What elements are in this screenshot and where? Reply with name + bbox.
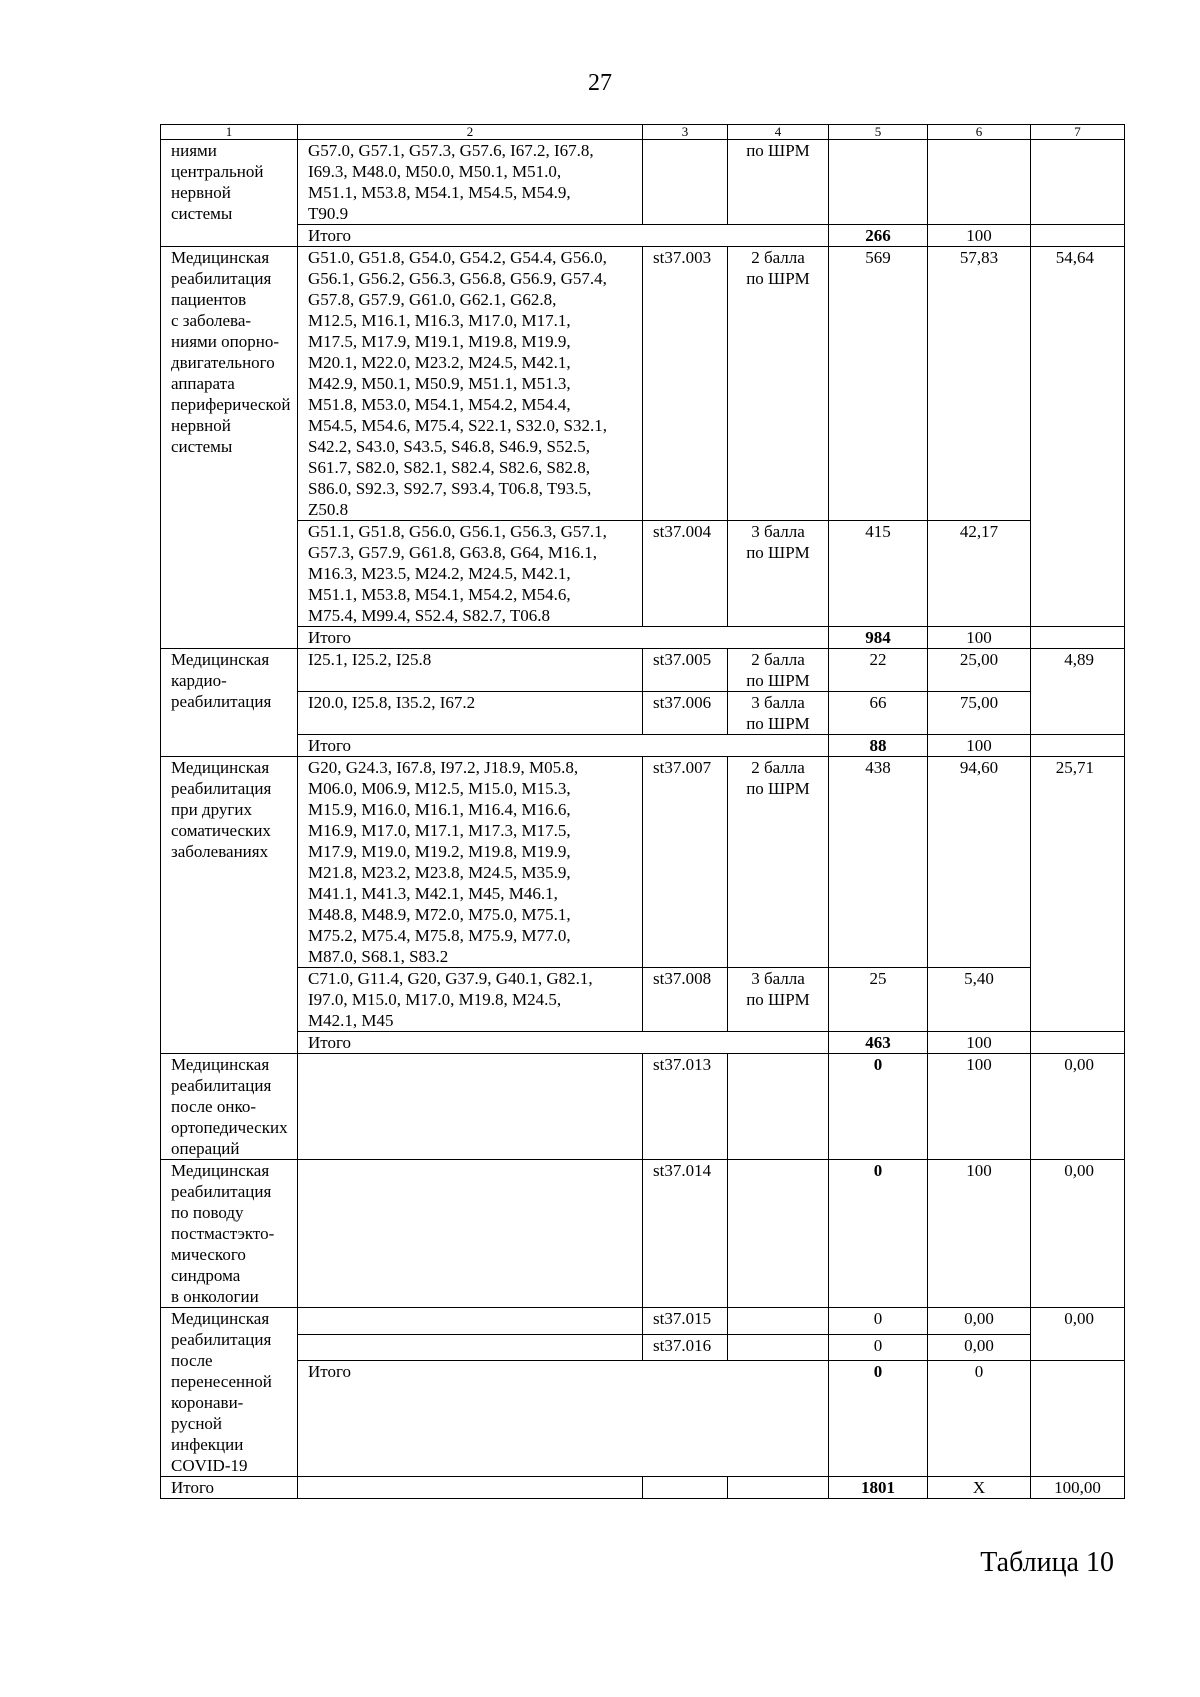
count-cell: 0 <box>829 1054 928 1160</box>
ksg-code-cell: st37.014 <box>643 1160 728 1308</box>
share-cell <box>1031 225 1125 247</box>
count-cell: 22 <box>829 649 928 692</box>
subtotal-row <box>161 225 1125 247</box>
count-cell: 438 <box>829 757 928 968</box>
share-cell: 0,00 <box>1031 1308 1125 1361</box>
ksg-code-cell <box>643 1477 728 1499</box>
diagnosis-codes-cell: I20.0, I25.8, I35.2, I67.2 <box>298 692 643 735</box>
header-cell: 3 <box>643 125 728 140</box>
percent-cell: 100 <box>928 627 1031 649</box>
header-cell: 4 <box>728 125 829 140</box>
share-cell: 0,00 <box>1031 1160 1125 1308</box>
subtotal-label: Итого <box>298 1361 829 1477</box>
share-cell <box>1031 627 1125 649</box>
total-share-cell: 100,00 <box>1031 1477 1125 1499</box>
ksg-code-cell: st37.004 <box>643 521 728 627</box>
count-cell: 463 <box>829 1032 928 1054</box>
percent-cell: 100 <box>928 735 1031 757</box>
total-row <box>161 1477 1125 1499</box>
profile-cell: Медицинская кардио- реабилитация <box>161 649 298 757</box>
ksg-code-cell <box>643 140 728 225</box>
percent-cell <box>928 140 1031 225</box>
percent-cell: 100 <box>928 1032 1031 1054</box>
diagnosis-codes-cell: G20, G24.3, I67.8, I97.2, J18.9, M05.8, M06.0, M06.9, M12.5, M15.0, M15.3, M15.9, M16.0, M16.1, M16.4, M16.6, M16.9, M17.0, M17.1, M17.3, M17.5, M17.9, M19.0, M19.2, M19.8, M19.9, M21.8, M23.2, M23.8, M24.5, M35.9, M41.1, M41.3, M42.1, M45, M46.1, M48.8, M48.9, M72.0, M75.0, M75.1, M75.2, M75.4, M75.8, M75.9, M77.0, M87.0, S68.1, S83.2 <box>298 757 643 968</box>
table-header-row <box>161 125 1125 140</box>
ksg-code-cell: st37.007 <box>643 757 728 968</box>
percent-cell: 57,83 <box>928 247 1031 521</box>
profile-cell: Медицинская реабилитация пациентов с заболева- ниями опорно- двигательного аппарата периферической нервной системы <box>161 247 298 649</box>
diagnosis-codes-cell: C71.0, G11.4, G20, G37.9, G40.1, G82.1, I97.0, M15.0, M17.0, M19.8, M24.5, M42.1, M45 <box>298 968 643 1032</box>
table-row <box>161 692 1125 735</box>
score-cell: 2 балла по ШРМ <box>728 649 829 692</box>
share-cell: 54,64 <box>1031 247 1125 627</box>
percent-cell: 100 <box>928 1160 1031 1308</box>
count-cell: 25 <box>829 968 928 1032</box>
diagnosis-codes-cell: I25.1, I25.2, I25.8 <box>298 649 643 692</box>
score-cell <box>728 1334 829 1361</box>
subtotal-label: Итого <box>298 225 829 247</box>
count-cell: 0 <box>829 1160 928 1308</box>
percent-cell: 100 <box>928 1054 1031 1160</box>
ksg-code-cell: st37.013 <box>643 1054 728 1160</box>
count-cell: 0 <box>829 1334 928 1361</box>
ksg-code-cell: st37.003 <box>643 247 728 521</box>
share-cell <box>1031 1032 1125 1054</box>
table-row <box>161 1054 1125 1160</box>
score-cell: 2 балла по ШРМ <box>728 757 829 968</box>
share-cell <box>1031 1361 1125 1477</box>
percent-cell: 5,40 <box>928 968 1031 1032</box>
score-cell: 3 балла по ШРМ <box>728 521 829 627</box>
subtotal-label: Итого <box>298 627 829 649</box>
total-count-cell: 1801 <box>829 1477 928 1499</box>
header-cell: 7 <box>1031 125 1125 140</box>
profile-cell: Медицинская реабилитация при других соматических заболеваниях <box>161 757 298 1054</box>
share-cell: 4,89 <box>1031 649 1125 735</box>
header-cell: 2 <box>298 125 643 140</box>
subtotal-row <box>161 1032 1125 1054</box>
percent-cell: 75,00 <box>928 692 1031 735</box>
table-row <box>161 1308 1125 1335</box>
table-row <box>161 247 1125 521</box>
profile-cell: Медицинская реабилитация после перенесенной коронави- русной инфекции COVID-19 <box>161 1308 298 1477</box>
table-row <box>161 649 1125 692</box>
subtotal-label: Итого <box>298 735 829 757</box>
diagnosis-codes-cell <box>298 1477 643 1499</box>
count-cell: 0 <box>829 1361 928 1477</box>
count-cell: 0 <box>829 1308 928 1335</box>
subtotal-row <box>161 1361 1125 1477</box>
percent-cell: 100 <box>928 225 1031 247</box>
percent-cell: Х <box>928 1477 1031 1499</box>
diagnosis-codes-cell: G51.1, G51.8, G56.0, G56.1, G56.3, G57.1, G57.3, G57.9, G61.8, G63.8, G64, M16.1, M16.3, M23.5, M24.2, M24.5, M42.1, M51.1, M53.8, M54.1, M54.2, M54.6, M75.4, M99.4, S52.4, S82.7, T06.8 <box>298 521 643 627</box>
percent-cell: 0,00 <box>928 1308 1031 1335</box>
percent-cell: 25,00 <box>928 649 1031 692</box>
table-caption: Таблица 10 <box>980 1547 1114 1578</box>
profile-cell: Медицинская реабилитация после онко- ортопедических операций <box>161 1054 298 1160</box>
ksg-code-cell: st37.006 <box>643 692 728 735</box>
percent-cell: 0 <box>928 1361 1031 1477</box>
table-row <box>161 1334 1125 1361</box>
table-row <box>161 521 1125 627</box>
score-cell: 2 балла по ШРМ <box>728 247 829 521</box>
diagnosis-codes-cell: G57.0, G57.1, G57.3, G57.6, I67.2, I67.8, I69.3, M48.0, M50.0, M50.1, M51.0, M51.1, M53.8, M54.1, M54.5, M54.9, T90.9 <box>298 140 643 225</box>
table-row <box>161 1160 1125 1308</box>
diagnosis-codes-cell <box>298 1054 643 1160</box>
table-row <box>161 140 1125 225</box>
score-cell: по ШРМ <box>728 140 829 225</box>
count-cell: 66 <box>829 692 928 735</box>
table-row <box>161 968 1125 1032</box>
score-cell: 3 балла по ШРМ <box>728 968 829 1032</box>
diagnosis-codes-cell <box>298 1160 643 1308</box>
ksg-code-cell: st37.008 <box>643 968 728 1032</box>
share-cell <box>1031 735 1125 757</box>
percent-cell: 94,60 <box>928 757 1031 968</box>
subtotal-row <box>161 735 1125 757</box>
profile-cell: ниями центральной нервной системы <box>161 140 298 247</box>
profile-cell: Медицинская реабилитация по поводу постмастэкто- мического синдрома в онкологии <box>161 1160 298 1308</box>
total-label: Итого <box>161 1477 298 1499</box>
header-cell: 1 <box>161 125 298 140</box>
header-cell: 5 <box>829 125 928 140</box>
data-table <box>160 124 1125 1499</box>
ksg-code-cell: st37.016 <box>643 1334 728 1361</box>
diagnosis-codes-cell <box>298 1308 643 1335</box>
page-number: 27 <box>588 70 612 96</box>
subtotal-row <box>161 627 1125 649</box>
score-cell: 3 балла по ШРМ <box>728 692 829 735</box>
count-cell <box>829 140 928 225</box>
table-row <box>161 757 1125 968</box>
percent-cell: 0,00 <box>928 1334 1031 1361</box>
diagnosis-codes-cell <box>298 1334 643 1361</box>
percent-cell: 42,17 <box>928 521 1031 627</box>
ksg-code-cell: st37.015 <box>643 1308 728 1335</box>
score-cell <box>728 1160 829 1308</box>
share-cell <box>1031 140 1125 225</box>
count-cell: 415 <box>829 521 928 627</box>
count-cell: 266 <box>829 225 928 247</box>
ksg-code-cell: st37.005 <box>643 649 728 692</box>
score-cell <box>728 1477 829 1499</box>
count-cell: 569 <box>829 247 928 521</box>
header-cell: 6 <box>928 125 1031 140</box>
share-cell: 0,00 <box>1031 1054 1125 1160</box>
count-cell: 88 <box>829 735 928 757</box>
share-cell: 25,71 <box>1031 757 1125 1032</box>
score-cell <box>728 1308 829 1335</box>
subtotal-label: Итого <box>298 1032 829 1054</box>
score-cell <box>728 1054 829 1160</box>
diagnosis-codes-cell: G51.0, G51.8, G54.0, G54.2, G54.4, G56.0, G56.1, G56.2, G56.3, G56.8, G56.9, G57.4, G57.8, G57.9, G61.0, G62.1, G62.8, M12.5, M16.1, M16.3, M17.0, M17.1, M17.5, M17.9, M19.1, M19.8, M19.9, M20.1, M22.0, M23.2, M24.5, M42.1, M42.9, M50.1, M50.9, M51.1, M51.3, M51.8, M53.0, M54.1, M54.2, M54.4, M54.5, M54.6, M75.4, S22.1, S32.0, S32.1, S42.2, S43.0, S43.5, S46.8, S46.9, S52.5, S61.7, S82.0, S82.1, S82.4, S82.6, S82.8, S86.0, S92.3, S92.7, S93.4, T06.8, T93.5, Z50.8 <box>298 247 643 521</box>
count-cell: 984 <box>829 627 928 649</box>
